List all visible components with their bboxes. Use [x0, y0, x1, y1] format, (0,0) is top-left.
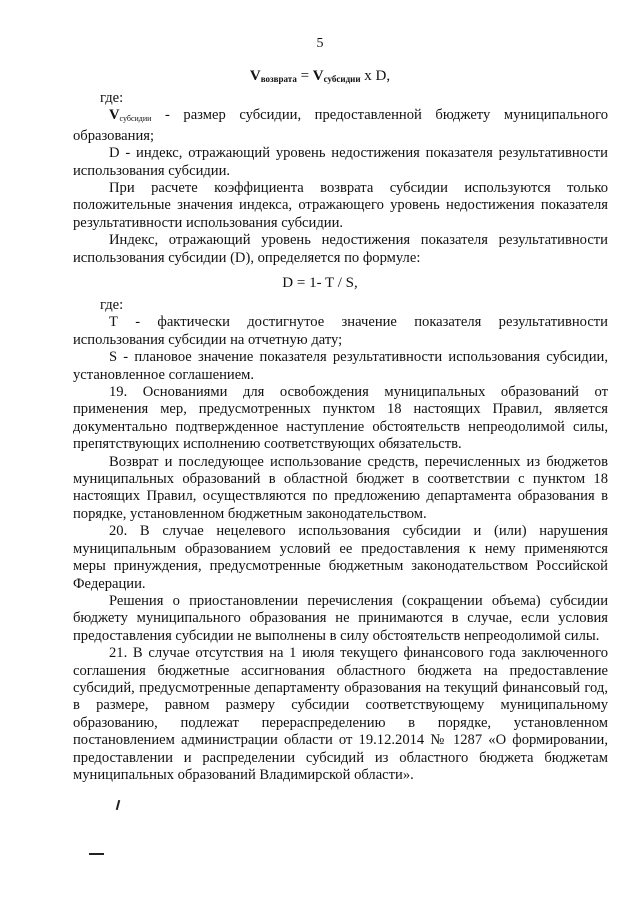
formula-lhs: $V_{возврата}$: [249, 68, 297, 84]
scan-mark-dash: [89, 853, 104, 855]
definition-d-index: D - индекс, отражающий уровень недостижения показателя результативности использования субсидии.: [73, 145, 608, 179]
where-label: где:: [100, 90, 124, 106]
formula-return-amount: $V_{возврата} = V_{субсидии}$ х D,: [249, 68, 391, 84]
definition-v-subsidy: $V_{субсидии}$ - размер субсидии, предоставленной бюджету муниципального образования;: [73, 107, 608, 144]
text-block-main: [73, 297, 608, 784]
formula-v: $V_{субсидии}$: [312, 68, 361, 84]
formula-index: D = 1- T / S,: [282, 275, 358, 291]
page-number: 5: [316, 36, 324, 51]
definition-t-actual: Т - фактически достигнутое значение показателя результативности использования субсидии на отчетную дату;: [73, 314, 608, 348]
where-label-2: где:: [100, 297, 124, 313]
paragraph-19: 19. Основаниями для освобождения муниципальных образований от применения мер, предусмотренных пунктом 18 настоящих Правил, является документально подтвержденное наступление обстоятельств непреодолимой силы, препятствующих исполнению соответствующих обязательств.: [73, 384, 608, 453]
paragraph-return: Возврат и последующее использование средств, перечисленных из бюджетов муниципальных образований в областной бюджет в соответствии с пунктом 18 настоящих Правил, осуществляются по предложению департамента образования в порядке, установленном бюджетным законодательством.: [73, 453, 608, 522]
paragraph-20: 20. В случае нецелевого использования субсидии и (или) нарушения муниципальным образованием условий ее предоставления к нему применяются меры принуждения, предусмотренные бюджетным законодательством Российской Федерации.: [73, 523, 608, 592]
paragraph-index-formula: Индекс, отражающий уровень недостижения показателя результативности использования субсидии (D), определяется по формуле:: [73, 232, 608, 266]
definition-s-planned: S - плановое значение показателя результативности использования субсидии, установленное соглашением.: [73, 349, 608, 383]
scan-mark: [116, 800, 121, 810]
paragraph-decisions: Решения о приостановлении перечисления (сокращении объема) субсидии бюджету муниципального образования не принимаются в случае, если условия предоставления субсидии не выполнены в силу обстоятельств непреодолимой силы.: [73, 592, 608, 644]
text-block-definitions: [73, 90, 608, 267]
paragraph-21: 21. В случае отсутствия на 1 июля текущего финансового года заключенного соглашения бюджетные ассигнования областного бюджета на предоставление субсидий, предусмотренные департаменту образования на текущий финансовый год, в размере, равном размеру субсидии соответствующему муниципальному образованию, подлежат перераспределению в порядке, установленном постановлением администрации области от 19.12.2014 № 1287 «О формировании, предоставлении и распределении субсидий из областного бюджета бюджетам муниципальных образований Владимирской области».: [73, 645, 608, 783]
paragraph-calculation: При расчете коэффициента возврата субсидии используются только положительные значения индекса, отражающего уровень недостижения показателя результативности использования субсидии.: [73, 180, 608, 231]
